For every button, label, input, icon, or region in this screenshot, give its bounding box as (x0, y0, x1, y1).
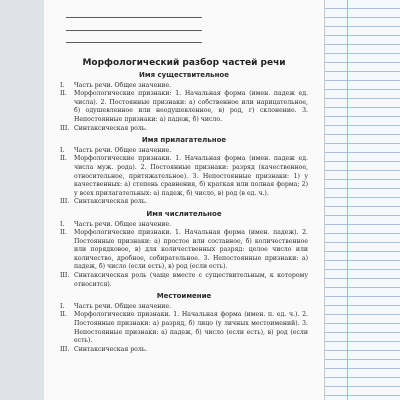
item-number: I. (60, 81, 65, 89)
item-number: III. (60, 272, 70, 280)
section-noun (60, 71, 308, 133)
item-text: Морфологические признаки. 1. Начальная форма (имен. п. ед. ч.). 2. Постоянные признаки: а) разряд, б) лицо (у личных местоимений). 3. Непостоянные признаки: а) падеж, б) число (если есть), в) род (если есть). (74, 311, 308, 345)
section-heading: Местоимение (156, 292, 212, 301)
item-number: III. (60, 124, 70, 132)
item-number: I. (60, 302, 65, 310)
item-number: II. (60, 90, 67, 98)
blank-writing-line (66, 30, 202, 31)
list-item (60, 221, 308, 230)
item-text: Часть речи. Общее значение. (74, 146, 172, 154)
section-heading: Имя существительное (138, 71, 229, 79)
page-title: Морфологический разбор частей речи (82, 58, 286, 68)
item-number: I. (60, 220, 65, 228)
item-text: Часть речи. Общее значение. (74, 220, 172, 228)
section-heading: Имя прилагательное (141, 136, 227, 145)
item-number: II. (60, 311, 67, 319)
document-body (60, 58, 308, 354)
list-item (60, 125, 308, 134)
item-text: Синтаксическая роль. (74, 198, 148, 206)
list-item (60, 303, 308, 312)
item-text: Морфологические признаки. 1. Начальная форма (имен. падеж). 2. Постоянные признаки: а) простое или составное, б) количественное или порядковое, в) для количественных разряд: целое число или количество, дробное, собирательное. 3. Непостоянные признаки: а) падеж, б) число (если есть), в) род (если есть). (74, 229, 308, 271)
notebook-margin-line (347, 0, 348, 400)
list-item (60, 198, 308, 207)
item-text: Морфологические признаки. 1. Начальная форма (имен. падеж ед. числа муж. рода). 2. Постоянные признаки: разряд (качественное, относительное, притяжательное). 3. Непостоянные признаки: 1) у качественных: а) степень сравнения, б) краткая или полная форма; 2) у всех прилагательных: а) падеж, б) число, в) род (в ед. ч.). (74, 155, 308, 197)
item-text: Синтаксическая роль. (74, 345, 148, 353)
section-adjective (60, 136, 308, 207)
blank-writing-line (66, 42, 202, 43)
item-text: Часть речи. Общее значение. (74, 302, 172, 310)
item-number: I. (60, 146, 65, 154)
notebook-sheet (324, 0, 400, 400)
list-item (60, 155, 308, 198)
list-item (60, 346, 308, 355)
list-item (60, 272, 308, 289)
list-item (60, 311, 308, 345)
blank-writing-line (66, 17, 202, 18)
list-item (60, 147, 308, 156)
item-number: II. (60, 155, 67, 163)
item-number: II. (60, 229, 67, 237)
list-item (60, 229, 308, 272)
item-text: Морфологические признаки: 1. Начальная форма (имен. падеж ед. числа). 2. Постоянные признаки: а) собственное или нарицательное, б) одушевленное или неодушевленное, в) род, г) склонение. 3. Непостоянные признаки: а) падеж, б) число. (74, 90, 308, 123)
section-numeral (60, 210, 308, 289)
item-number: III. (60, 345, 70, 353)
item-number: III. (60, 198, 70, 206)
item-text: Синтаксическая роль. (74, 124, 148, 132)
list-item (60, 90, 308, 124)
list-item (60, 82, 308, 91)
section-heading: Имя числительное (146, 209, 222, 218)
section-pronoun (60, 292, 308, 354)
item-text: Часть речи. Общее значение. (74, 81, 172, 89)
item-text: Синтаксическая роль (чаще вместе с существительным, к которому относится). (74, 272, 308, 288)
